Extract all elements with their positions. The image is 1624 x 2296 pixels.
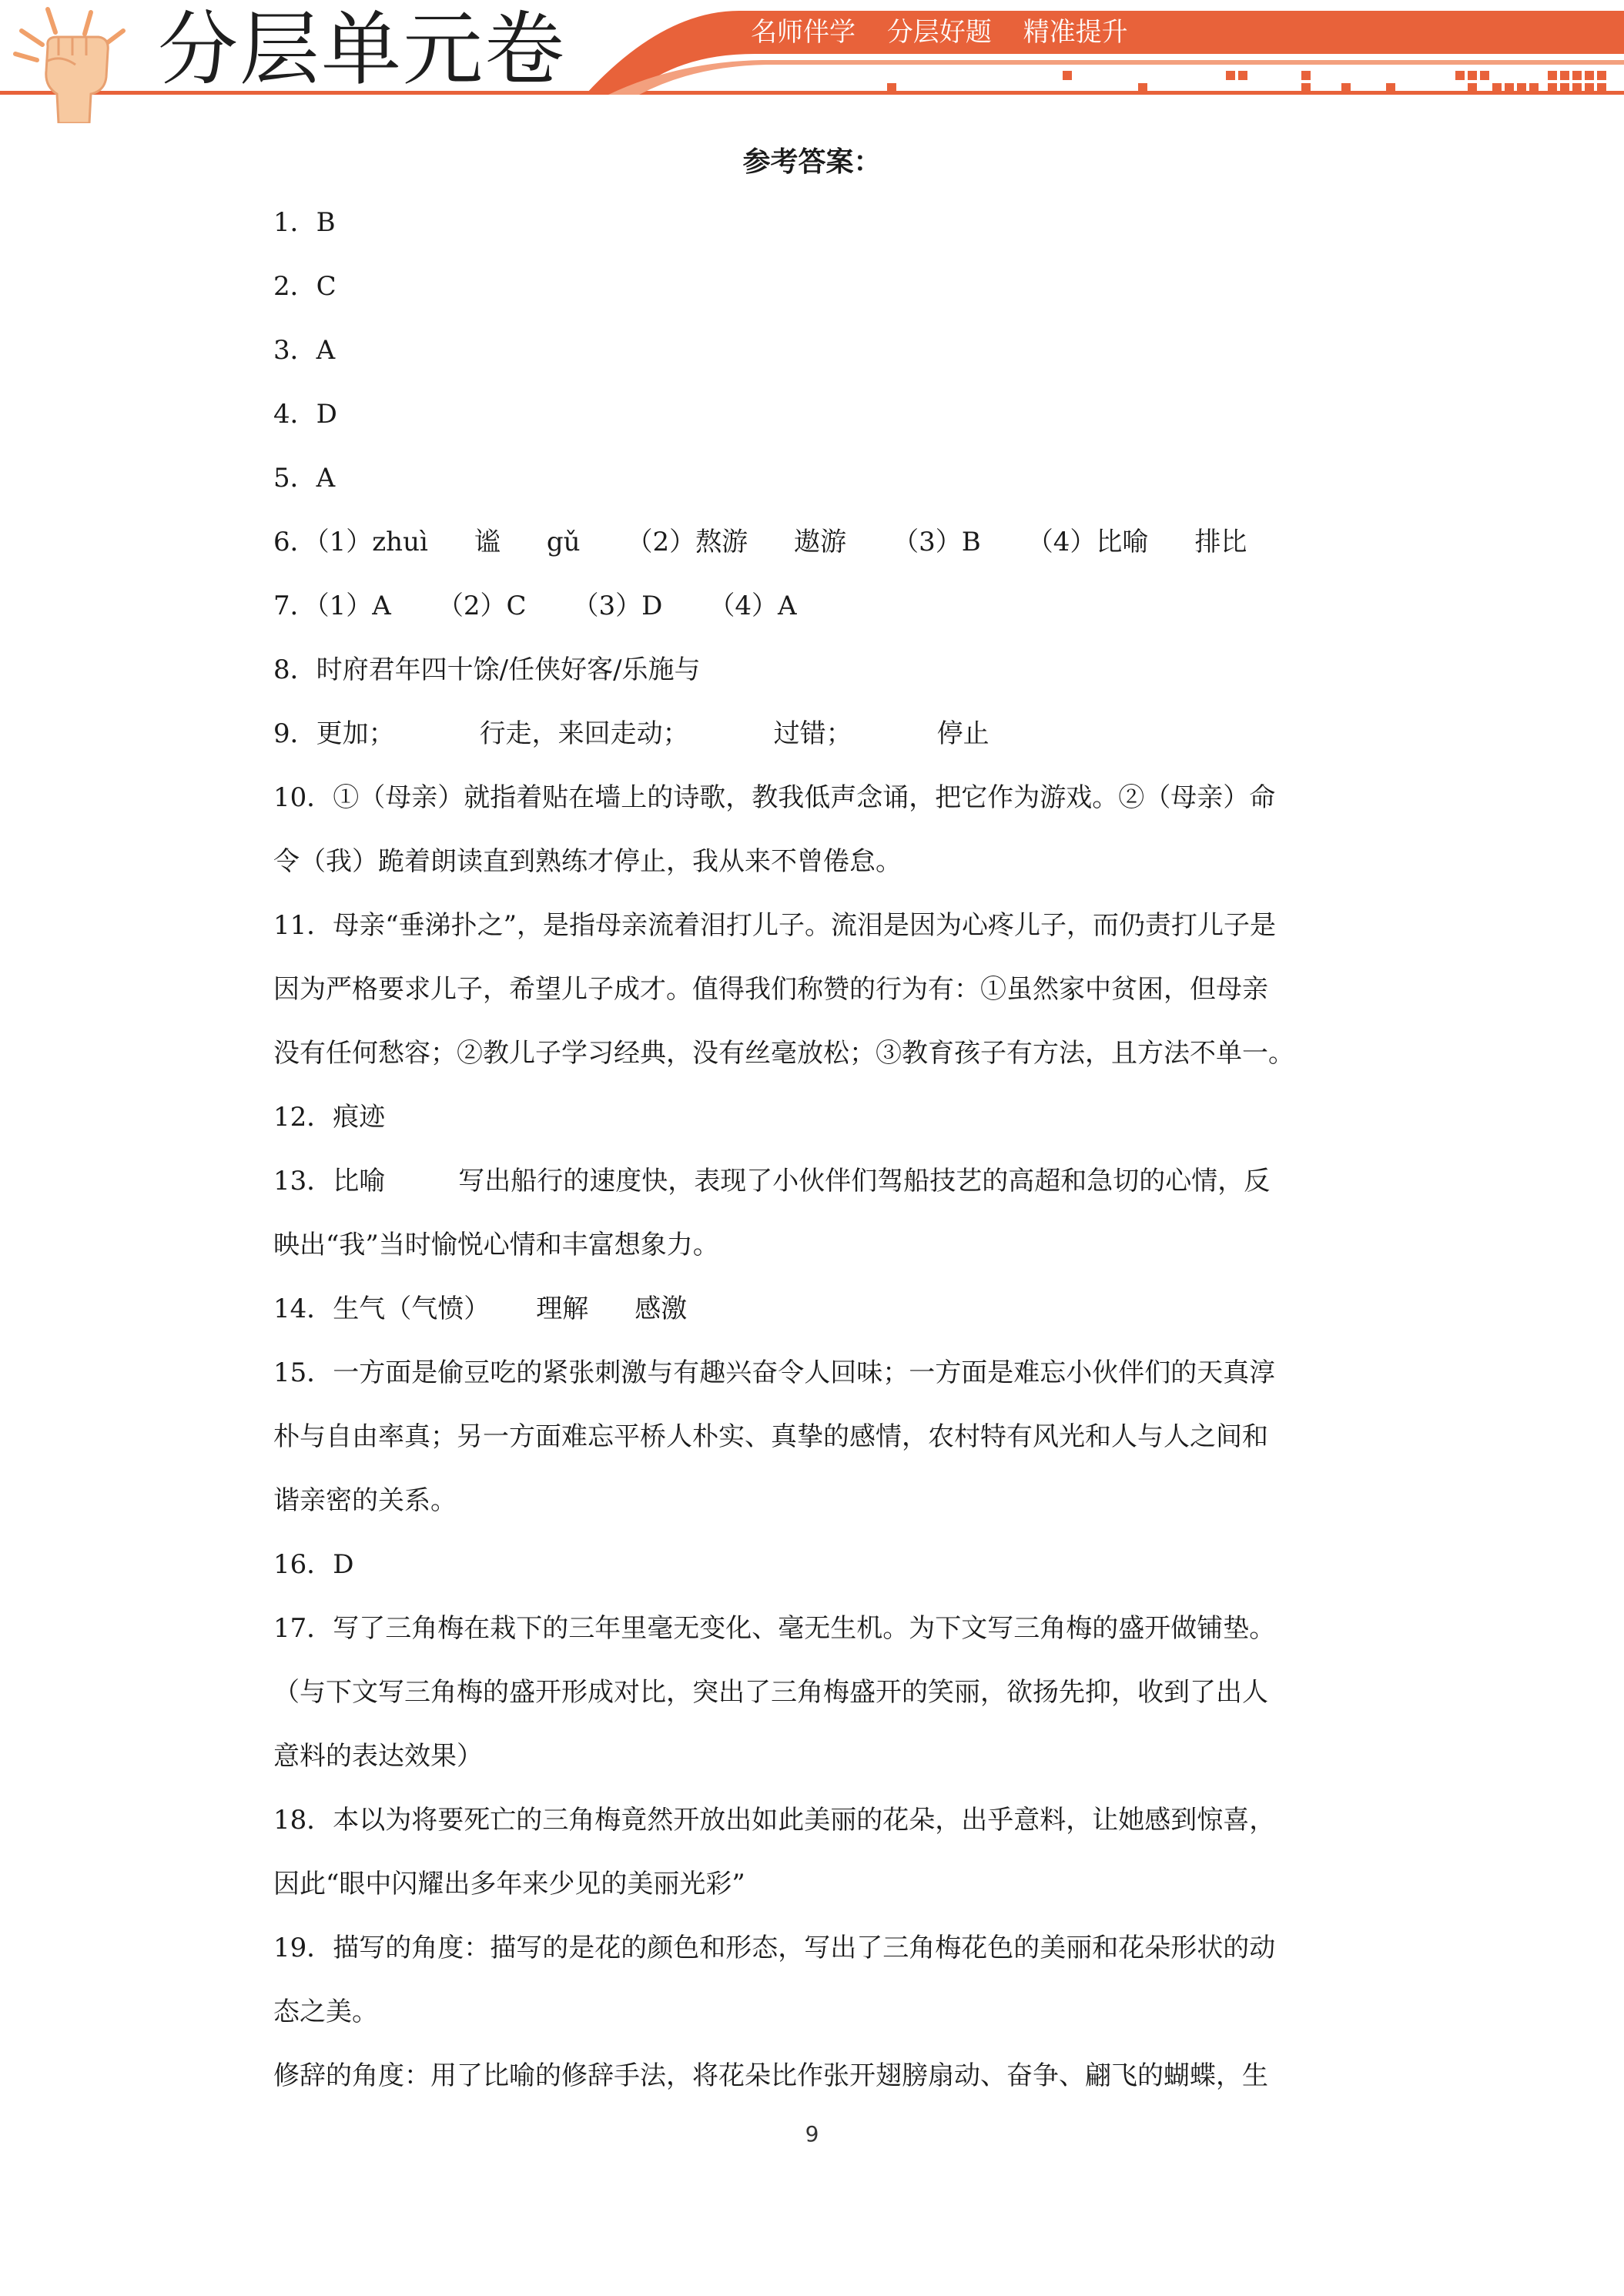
answer-text: 17．写了三角梅在栽下的三年里毫无变化、毫无生机。为下文写三角梅的盛开做铺垫。 (273, 1613, 1276, 1644)
answer-text: （3）B (892, 527, 981, 557)
answer-line (273, 1916, 1351, 1980)
answer-line (273, 894, 1351, 958)
answer-line (273, 1725, 1351, 1789)
answer-text: （4）A (708, 591, 797, 621)
answer-line (273, 1022, 1351, 1086)
answer-text: 映出“我”当时愉悦心情和丰富想象力。 (273, 1230, 719, 1260)
answer-line (273, 2044, 1351, 2108)
answer-text: 18．本以为将要死亡的三角梅竟然开放出如此美丽的花朵，出乎意料，让她感到惊喜， (273, 1805, 1276, 1836)
answer-line (273, 766, 1351, 830)
answer-text: 行走，来回走动； (479, 718, 689, 749)
answer-line (273, 1661, 1351, 1725)
answer-line (273, 383, 1351, 447)
slogan-item: 分层好题 (886, 17, 992, 48)
answer-text: 2．C (273, 271, 337, 302)
answer-text: 意料的表达效果） (273, 1741, 483, 1772)
answer-text: （2）C (437, 591, 527, 621)
answer-text: 12．痕迹 (273, 1102, 386, 1133)
answer-line (273, 638, 1351, 702)
brand-title: 分层单元卷 (158, 2, 567, 96)
answer-text: 10．①（母亲）就指着贴在墙上的诗歌，教我低声念诵，把它作为游戏。②（母亲）命 (273, 782, 1276, 813)
answer-text: 朴与自由率真；另一方面难忘平桥人朴实、真挚的感情，农村特有风光和人与人之间和 (273, 1421, 1268, 1452)
answer-line (273, 1597, 1351, 1661)
page-header (0, 0, 1624, 123)
answer-text: 5．A (273, 463, 336, 494)
answer-line (273, 255, 1351, 319)
answer-text: 排比 (1194, 527, 1247, 557)
answer-text: （4）比喻 (1026, 527, 1149, 557)
answer-text: 4．D (273, 399, 337, 430)
answer-text: 理解 (536, 1294, 589, 1324)
answer-line (273, 1469, 1351, 1533)
raised-fist-icon (15, 9, 123, 123)
answer-line (273, 830, 1351, 894)
answer-text: 16．D (273, 1549, 354, 1580)
answer-line (273, 1341, 1351, 1405)
answer-text: 6．（1）zhuì (273, 527, 428, 557)
answer-line (273, 1533, 1351, 1597)
page-title: 参考答案： (742, 146, 882, 178)
answer-text: 7．（1）A (273, 591, 391, 621)
answer-text: 令（我）跪着朗读直到熟练才停止，我从来不曾倦怠。 (273, 846, 902, 877)
answer-line (273, 1086, 1351, 1150)
answer-text: （2）熬游 (626, 527, 748, 557)
answer-text: 9．更加； (273, 718, 395, 749)
answer-text: 因此“眼中闪耀出多年来少见的美丽光彩” (273, 1869, 745, 1899)
answer-line (273, 319, 1351, 383)
answer-list (273, 191, 1351, 2108)
answer-text: 3．A (273, 335, 336, 366)
answer-text: 11．母亲“垂涕扑之”，是指母亲流着泪打儿子。流泪是因为心疼儿子，而仍责打儿子是 (273, 910, 1277, 941)
answer-line (273, 958, 1351, 1022)
answer-text: 谐亲密的关系。 (273, 1485, 457, 1516)
answer-text: 因为严格要求儿子，希望儿子成才。值得我们称赞的行为有：①虽然家中贫困，但母亲 (273, 974, 1268, 1005)
answer-line (273, 1213, 1351, 1277)
answer-text: 15．一方面是偷豆吃的紧张刺激与有趣兴奋令人回味；一方面是难忘小伙伴们的天真淳 (273, 1357, 1276, 1388)
answer-line (273, 1789, 1351, 1853)
answer-text: 停止 (936, 718, 989, 749)
answer-line (273, 191, 1351, 255)
answer-text: 19．描写的角度：描写的是花的颜色和形态，写出了三角梅花色的美丽和花朵形状的动 (273, 1933, 1276, 1963)
answer-line (273, 447, 1351, 510)
answer-text: 8．时府君年四十馀/任侠好客/乐施与 (273, 654, 701, 685)
answer-line (273, 1853, 1351, 1916)
answer-line (273, 1277, 1351, 1341)
page-number: 9 (805, 2121, 819, 2147)
header-pixel-decoration (887, 71, 1606, 92)
answer-text: 修辞的角度：用了比喻的修辞手法，将花朵比作张开翅膀扇动、奋争、翩飞的蝴蝶，生 (273, 2060, 1268, 2091)
answer-line (273, 574, 1351, 638)
header-slogan (751, 9, 1567, 55)
answer-text: 遨游 (794, 527, 847, 557)
answer-line (273, 1980, 1351, 2044)
answer-text: （与下文写三角梅的盛开形成对比，突出了三角梅盛开的笑丽，欲扬先抑，收到了出人 (273, 1677, 1268, 1708)
answer-text: 感激 (635, 1294, 688, 1324)
answer-line (273, 1150, 1351, 1213)
answer-line (273, 1405, 1351, 1469)
answer-line (273, 510, 1351, 574)
answer-text: 没有任何愁容；②教儿子学习经典，没有丝毫放松；③教育孩子有方法，且方法不单一。 (273, 1038, 1294, 1069)
slogan-item: 名师伴学 (751, 17, 856, 48)
answer-text: gǔ (546, 527, 581, 557)
answer-text: 14．生气（气愤） (273, 1294, 491, 1324)
answer-text: 13．比喻 (273, 1166, 386, 1197)
answer-text: 态之美。 (273, 1996, 378, 2027)
answer-text: 谧 (474, 527, 501, 557)
answer-line (273, 702, 1351, 766)
answer-text: 过错； (773, 718, 852, 749)
answer-text: （3）D (572, 591, 663, 621)
answer-text: 写出船行的速度快，表现了小伙伴们驾船技艺的高超和急切的心情，反 (458, 1166, 1271, 1197)
answer-text: 1．B (273, 207, 336, 238)
slogan-item: 精准提升 (1023, 17, 1128, 48)
